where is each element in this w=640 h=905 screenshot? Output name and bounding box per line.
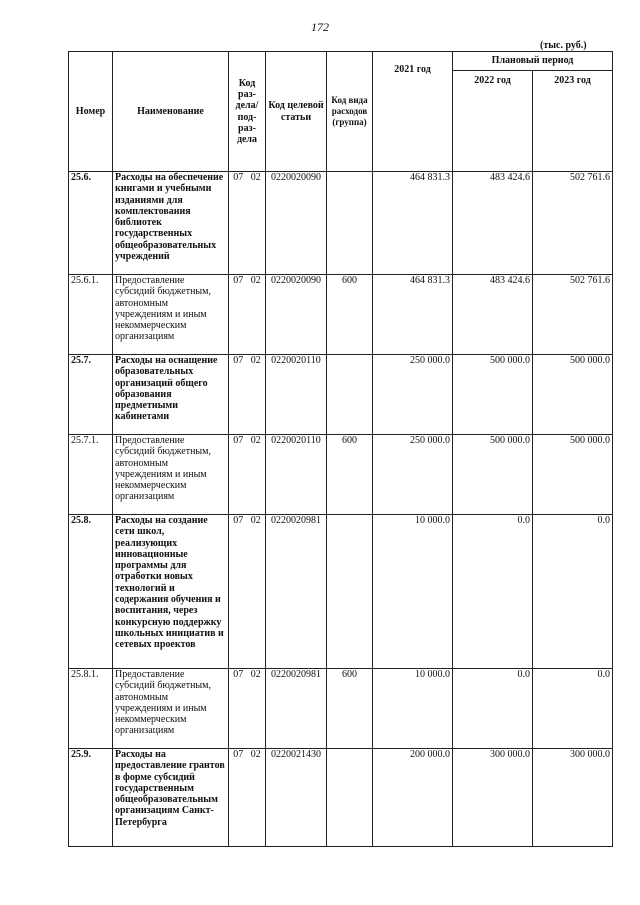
units-label: (тыс. руб.) [540,40,587,51]
row-name: Предоставление субсидий бюджетным, автономным учреждениям и иным некоммерческим организациям [113,435,229,515]
row-expense [327,749,373,847]
table-row [69,435,613,515]
row-expense: 600 [327,435,373,515]
row-2023: 500 000.0 [533,435,613,515]
row-number: 25.6.1. [69,275,113,355]
row-2021: 10 000.0 [373,669,453,749]
row-expense [327,355,373,435]
row-target: 0220021430 [266,749,327,847]
table-row [69,515,613,669]
row-2021: 250 000.0 [373,355,453,435]
table-row [69,749,613,847]
row-target: 0220020090 [266,275,327,355]
row-target: 0220020110 [266,435,327,515]
row-2021: 10 000.0 [373,515,453,669]
row-number: 25.9. [69,749,113,847]
row-2022: 0.0 [453,669,533,749]
row-expense [327,515,373,669]
header-number: Номер [69,52,113,172]
row-expense: 600 [327,275,373,355]
row-2023: 502 761.6 [533,275,613,355]
row-2022: 300 000.0 [453,749,533,847]
row-name: Расходы на оснащение образовательных организаций общего образования предметными кабинетами [113,355,229,435]
row-number: 25.7.1. [69,435,113,515]
row-expense: 600 [327,669,373,749]
table-row [69,172,613,275]
row-target: 0220020110 [266,355,327,435]
header-row [69,52,613,71]
row-section: 07 02 [229,515,266,669]
budget-table [68,51,613,847]
table-row [69,355,613,435]
row-number: 25.6. [69,172,113,275]
row-2022: 483 424.6 [453,172,533,275]
row-number: 25.7. [69,355,113,435]
row-target: 0220020981 [266,515,327,669]
row-2021: 200 000.0 [373,749,453,847]
row-target: 0220020090 [266,172,327,275]
row-2023: 502 761.6 [533,172,613,275]
row-target: 0220020981 [266,669,327,749]
row-expense [327,172,373,275]
row-name: Расходы на предоставление грантов в форме субсидий государственным общеобразовательным организациям Санкт-Петербурга [113,749,229,847]
header-section-code: Код раз-дела/ под-раз-дела [229,52,266,172]
row-2022: 500 000.0 [453,435,533,515]
header-year-2022: 2022 год [453,71,533,172]
row-number: 25.8. [69,515,113,669]
row-2022: 500 000.0 [453,355,533,435]
row-section: 07 02 [229,172,266,275]
header-year-2023: 2023 год [533,71,613,172]
row-2021: 250 000.0 [373,435,453,515]
header-year-2021: 2021 год [373,52,453,172]
row-name: Расходы на обеспечение книгами и учебными изданиями для комплектования библиотек государственных общеобразовательных учреждений [113,172,229,275]
header-target-code: Код целевой статьи [266,52,327,172]
row-name: Предоставление субсидий бюджетным, автономным учреждениям и иным некоммерческим организациям [113,669,229,749]
row-2023: 500 000.0 [533,355,613,435]
row-2022: 0.0 [453,515,533,669]
row-section: 07 02 [229,435,266,515]
row-2023: 300 000.0 [533,749,613,847]
table-row [69,275,613,355]
row-section: 07 02 [229,275,266,355]
row-section: 07 02 [229,669,266,749]
row-name: Предоставление субсидий бюджетным, автономным учреждениям и иным некоммерческим организациям [113,275,229,355]
row-name: Расходы на создание сети школ, реализующих инновационные программы для отработки новых технологий и содержания обучения и воспитания, через конкурсную поддержку школьных инициатив и сетевых проектов [113,515,229,669]
row-number: 25.8.1. [69,669,113,749]
page-number: 172 [311,20,329,34]
row-section: 07 02 [229,355,266,435]
row-section: 07 02 [229,749,266,847]
header-name: Наименование [113,52,229,172]
row-2023: 0.0 [533,669,613,749]
row-2021: 464 831.3 [373,172,453,275]
row-2021: 464 831.3 [373,275,453,355]
row-2022: 483 424.6 [453,275,533,355]
header-planning-period: Плановый период [453,52,613,71]
row-2023: 0.0 [533,515,613,669]
header-expense-type: Код вида расходов (группа) [327,52,373,172]
table-row [69,669,613,749]
